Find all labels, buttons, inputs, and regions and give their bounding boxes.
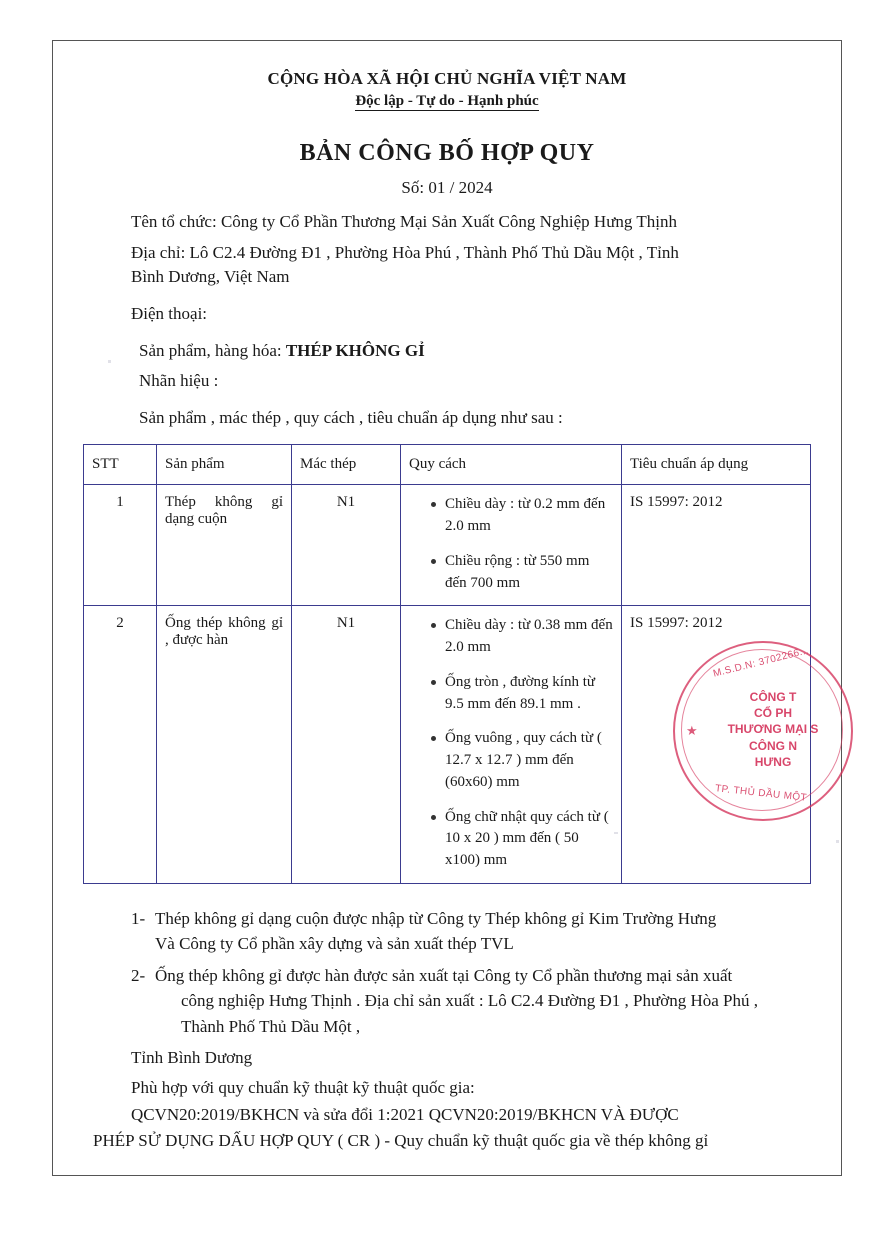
cell-stt: 2 [84,606,157,884]
intro-line [83,406,811,431]
intro-text: Sản phẩm , mác thép , quy cách , tiêu chuẩn áp dụng như sau : [139,407,563,427]
cell-standard: IS 15997: 2012 [622,606,811,884]
cell-stt: 1 [84,485,157,606]
cell-spec [401,606,622,884]
column-header-grade: Mác thép [292,445,401,485]
cell-product: Thép không gỉ dạng cuộn [157,485,292,606]
spec-list-item: Ống chữ nhật quy cách từ ( 10 x 20 ) mm đến ( 50 x100) mm [431,807,613,872]
document-page [52,40,842,1176]
column-header-standard: Tiêu chuẩn áp dụng [622,445,811,485]
note-item [83,906,811,957]
spec-list-item: Ống vuông , quy cách từ ( 12.7 x 12.7 ) mm đến (60x60) mm [431,728,613,793]
table-row [84,606,811,884]
conformity-label-text: Phù hợp với quy chuẩn kỹ thuật kỹ thuật quốc gia: [131,1077,475,1097]
seal-core-line: THƯƠNG MẠI S [727,722,819,737]
spec-list [409,494,613,594]
address-value-line2: Bình Dương, Việt Nam [131,267,290,287]
closing-conformity-label [83,1075,811,1101]
conformity-line-1: QCVN20:2019/BKHCN và sửa đổi 1:2021 QCVN20:2019/BKHCN VÀ ĐƯỢC [131,1105,679,1125]
national-header: CỘNG HÒA XÃ HỘI CHỦ NGHĨA VIỆT NAM [267,69,627,88]
phone-line [83,302,811,327]
notes-section [83,906,811,1040]
spec-list-item: Ống tròn , đường kính từ 9.5 mm đến 89.1 mm . [431,672,613,716]
seal-core-line: CÔNG T [749,690,797,704]
table-header [84,445,811,485]
note-line: Và Công ty Cổ phần xây dựng và sản xuất thép TVL [155,934,514,954]
specification-table [83,444,811,884]
national-motto-text: Độc lập - Tự do - Hạnh phúc [355,93,539,109]
star-icon: ★ [686,723,698,738]
note-line: công nghiệp Hưng Thịnh . Địa chỉ sản xuất : Lô C2.4 Đường Đ1 , Phường Hòa Phú , [181,991,758,1011]
cell-grade: N1 [292,606,401,884]
scan-speck [614,832,618,834]
table-header-row [84,445,811,485]
product-value: THÉP KHÔNG GỈ [285,340,425,360]
conformity-line-2: PHÉP SỬ DỤNG DẤU HỢP QUY ( CR ) - Quy chuẩn kỹ thuật quốc gia về thép không gỉ [93,1130,709,1150]
table-row [84,485,811,606]
cell-standard: IS 15997: 2012 [622,485,811,606]
note-line: Thép không gỉ dạng cuộn được nhập từ Công ty Thép không gỉ Kim Trường Hưng [155,908,717,928]
column-header-stt: STT [84,445,157,485]
phone-label: Điện thoại: [131,303,208,323]
column-header-product: Sản phẩm [157,445,292,485]
organization-value: Công ty Cổ Phần Thương Mại Sản Xuất Công Nghiệp Hưng Thịnh [220,212,677,231]
organization-line [83,210,811,235]
address-line [83,241,811,290]
scan-speck [108,360,111,363]
document-number: Số: 01 / 2024 [401,178,493,197]
closing-province [83,1045,811,1071]
closing-conformity [83,1102,811,1153]
table-body [84,485,811,884]
product-label: Sản phẩm, hàng hóa: [139,340,282,360]
cell-product: Ống thép không gỉ , được hàn [157,606,292,884]
document-body [53,41,841,1175]
organization-label: Tên tổ chức: [131,212,217,231]
note-item [83,963,811,1040]
seal-arc-bottom: TP. THỦ DẦU MỘT [714,783,808,804]
page-title: BẢN CÔNG BỐ HỢP QUY [299,140,595,166]
spec-list-item: Chiều dày : từ 0.2 mm đến 2.0 mm [431,494,613,538]
seal-core-line: CÔNG N [749,738,797,753]
column-header-spec: Quy cách [401,445,622,485]
province-text: Tỉnh Bình Dương [131,1048,253,1068]
note-number: 2- [131,965,146,985]
national-motto [83,93,811,110]
brand-line [83,369,811,394]
brand-label: Nhãn hiệu : [139,371,219,391]
scan-speck [836,840,839,843]
note-body [155,906,811,957]
note-line: Thành Phố Thủ Dầu Một , [181,1016,361,1036]
product-line [83,339,811,364]
cell-spec [401,485,622,606]
spec-list [409,615,613,872]
note-line: Ống thép không gỉ được hàn được sản xuất tại Công ty Cổ phần thương mại sản xuất [155,965,733,985]
spec-list-item: Chiều rộng : từ 550 mm đến 700 mm [431,551,613,595]
seal-arc-top: M.S.D.N: 3702266... [712,645,810,680]
seal-core-line: CỔ PH [753,706,792,721]
note-body [155,963,811,1040]
address-label: Địa chỉ: [131,242,186,262]
seal-core-line: HƯNG [754,754,792,769]
address-value: Lô C2.4 Đường Đ1 , Phường Hòa Phú , Thành Phố Thủ Dầu Một , Tỉnh [189,242,679,262]
cell-grade: N1 [292,485,401,606]
note-number: 1- [131,908,146,928]
spec-list-item: Chiều dày : từ 0.38 mm đến 2.0 mm [431,615,613,659]
